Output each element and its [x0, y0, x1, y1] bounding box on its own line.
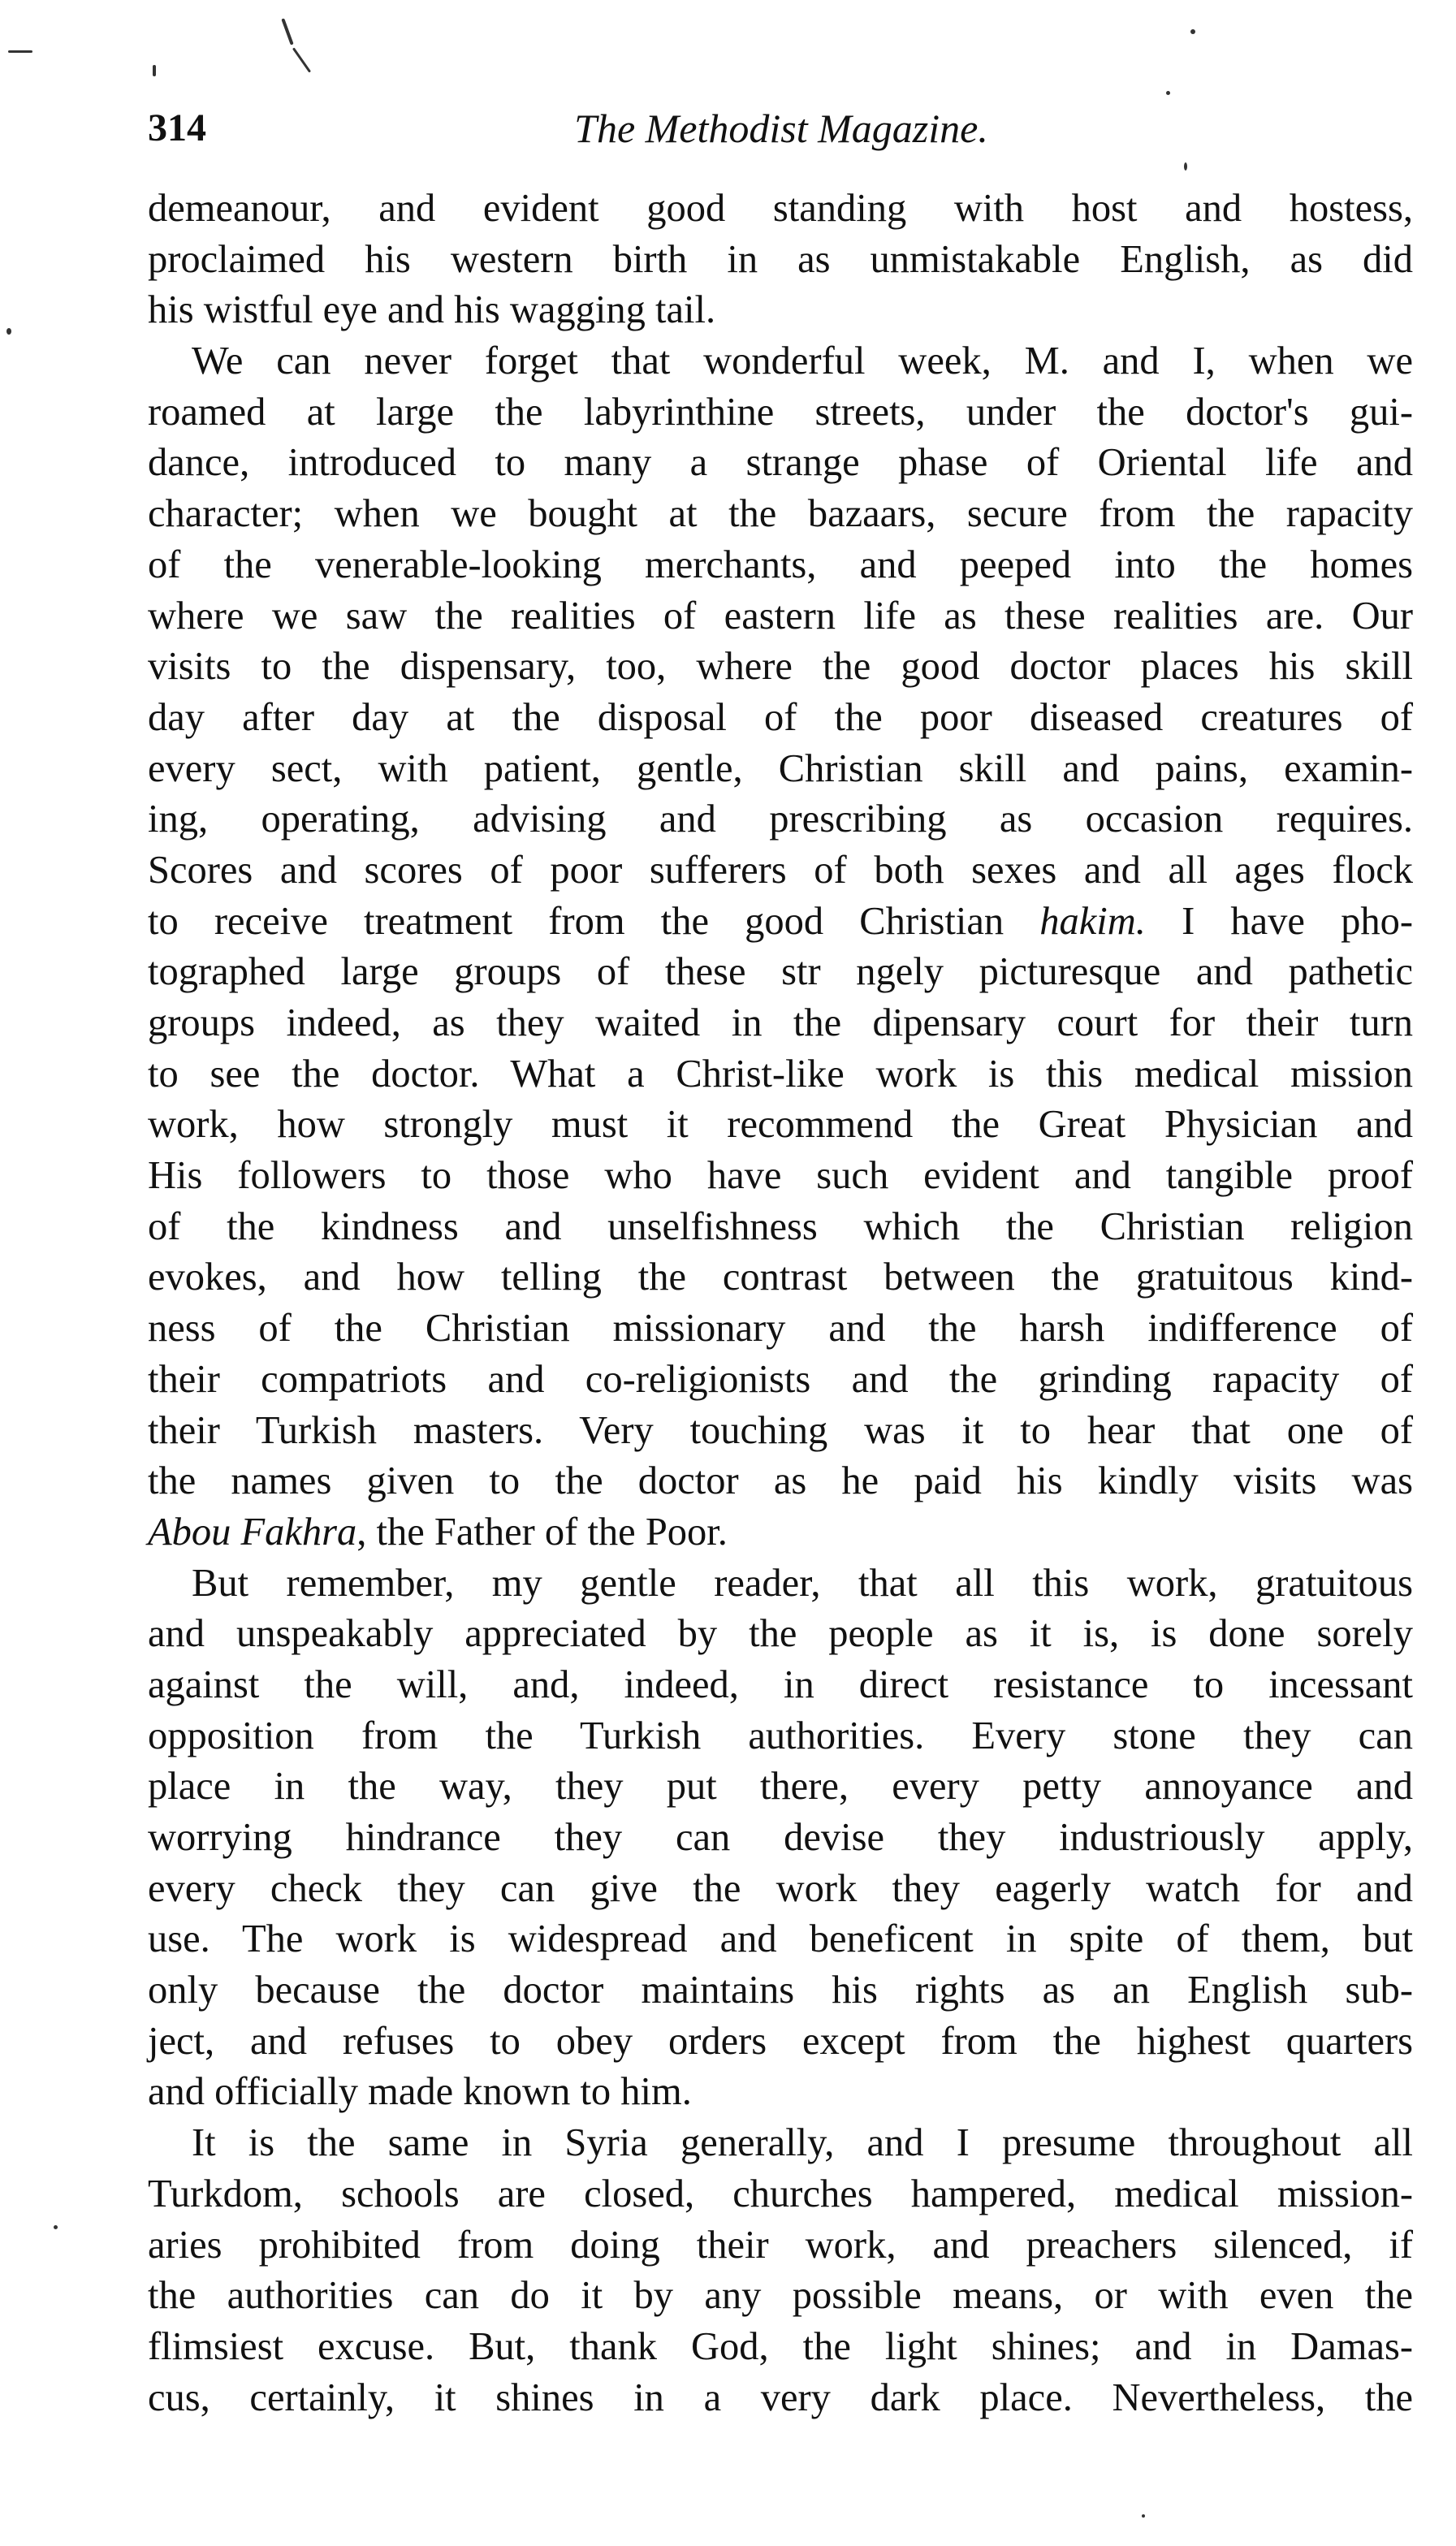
scan-speck — [6, 328, 11, 335]
text-line: use. The work is widespread and beneficent in spite of them, but — [148, 1917, 1413, 1961]
text-line: aries prohibited from doing their work, and preachers silenced, if — [148, 2223, 1413, 2267]
text-line: to see the doctor. What a Christ-like work is this medical mission — [148, 1052, 1413, 1096]
text-line: their compatriots and co-religionists and the grinding rapacity of — [148, 1357, 1413, 1401]
text-line: work, how strongly must it recommend the Great Physician and — [148, 1103, 1413, 1147]
running-title: The Methodist Magazine. — [574, 106, 988, 151]
scan-speck — [281, 18, 293, 45]
paragraph-1 — [148, 184, 1413, 336]
scan-speck — [1184, 162, 1187, 171]
text-line: ject, and refuses to obey orders except from the highest quarters — [148, 2019, 1413, 2063]
text-run: to receive treatment from the good Christian — [148, 899, 1040, 943]
scan-speck — [153, 65, 156, 76]
text-line: But remember, my gentle reader, that all this work, gratuitous — [192, 1561, 1413, 1605]
text-line: ness of the Christian missionary and the harsh indifference of — [148, 1307, 1413, 1351]
text-line: worrying hindrance they can devise they industriously apply, — [148, 1816, 1413, 1859]
text-line: Scores and scores of poor sufferers of both sexes and all ages flock — [148, 848, 1413, 892]
paragraph-2 — [148, 336, 1413, 1558]
italic-name-abou-fakhra: Abou Fakhra — [148, 1510, 357, 1554]
page-number: 314 — [148, 106, 206, 149]
text-line: opposition from the Turkish authorities. Every stone they can — [148, 1714, 1413, 1757]
text-line: roamed at large the labyrinthine streets, under the doctor's gui- — [148, 390, 1413, 434]
text-line: We can never forget that wonderful week, M. and I, when we — [192, 339, 1413, 383]
text-run: , the Father of the Poor. — [356, 1510, 728, 1554]
text-line-with-italic — [148, 1507, 1413, 1558]
text-line: of the venerable-looking merchants, and peeped into the homes — [148, 542, 1413, 586]
italic-word-hakim: hakim. — [1039, 899, 1146, 943]
text-line: evokes, and how telling the contrast between the gratuitous kind- — [148, 1256, 1413, 1299]
text-line: demeanour, and evident good standing with host and hostess, — [148, 187, 1413, 230]
scan-speck — [292, 47, 311, 72]
text-line: place in the way, they put there, every petty annoyance and — [148, 1765, 1413, 1809]
text-line: character; when we bought at the bazaars, secure from the rapacity — [148, 492, 1413, 536]
text-line: of the kindness and unselfishness which the Christian religion — [148, 1204, 1413, 1248]
text-line: cus, certainly, it shines in a very dark place. Nevertheless, the — [148, 2375, 1413, 2419]
scan-speck — [8, 50, 32, 53]
text-line: dance, introduced to many a strange phase of Oriental life and — [148, 441, 1413, 485]
text-line: against the will, and, indeed, in direct resistance to incessant — [148, 1662, 1413, 1706]
scan-speck — [54, 2225, 58, 2229]
text-line: and officially made known to him. — [148, 2070, 692, 2114]
scan-speck — [1190, 29, 1195, 34]
text-line: ing, operating, advising and prescribing as occasion requires. — [148, 798, 1413, 841]
text-line-with-italic — [148, 897, 1413, 948]
text-line: their Turkish masters. Very touching was it to hear that one of — [148, 1408, 1413, 1452]
text-line: and unspeakably appreciated by the people as it is, is done sorely — [148, 1612, 1413, 1656]
text-line: flimsiest excuse. But, thank God, the light shines; and in Damas- — [148, 2324, 1413, 2368]
text-line: every sect, with patient, gentle, Christian skill and pains, examin- — [148, 746, 1413, 790]
text-line: the authorities can do it by any possible means, or with even the — [148, 2274, 1413, 2318]
text-line: day after day at the disposal of the poor diseased creatures of — [148, 695, 1413, 739]
text-line: his wistful eye and his wagging tail. — [148, 288, 716, 332]
page-header — [148, 96, 1415, 161]
text-line: groups indeed, as they waited in the dipensary court for their turn — [148, 1001, 1413, 1044]
text-line: the names given to the doctor as he paid his kindly visits was — [148, 1459, 1413, 1503]
text-run: I have pho- — [1145, 899, 1413, 943]
text-line: where we saw the realities of eastern life as these realities are. Our — [148, 594, 1413, 638]
paragraph-4 — [148, 2118, 1413, 2423]
text-line: His followers to those who have such evident and tangible proof — [148, 1154, 1413, 1198]
text-line: every check they can give the work they eagerly watch for and — [148, 1866, 1413, 1910]
body-text — [148, 184, 1413, 2423]
text-line: only because the doctor maintains his rights as an English sub- — [148, 1969, 1413, 2012]
text-line: visits to the dispensary, too, where the good doctor places his skill — [148, 645, 1413, 689]
text-line: Turkdom, schools are closed, churches hampered, medical mission- — [148, 2172, 1413, 2215]
scan-speck — [1166, 91, 1170, 95]
scan-speck — [1142, 2514, 1145, 2518]
paragraph-3 — [148, 1558, 1413, 2119]
text-line: proclaimed his western birth in as unmistakable English, as did — [148, 237, 1413, 281]
text-line: tographed large groups of these str ngely picturesque and pathetic — [148, 950, 1413, 994]
text-line: It is the same in Syria generally, and I presume throughout all — [192, 2121, 1413, 2165]
